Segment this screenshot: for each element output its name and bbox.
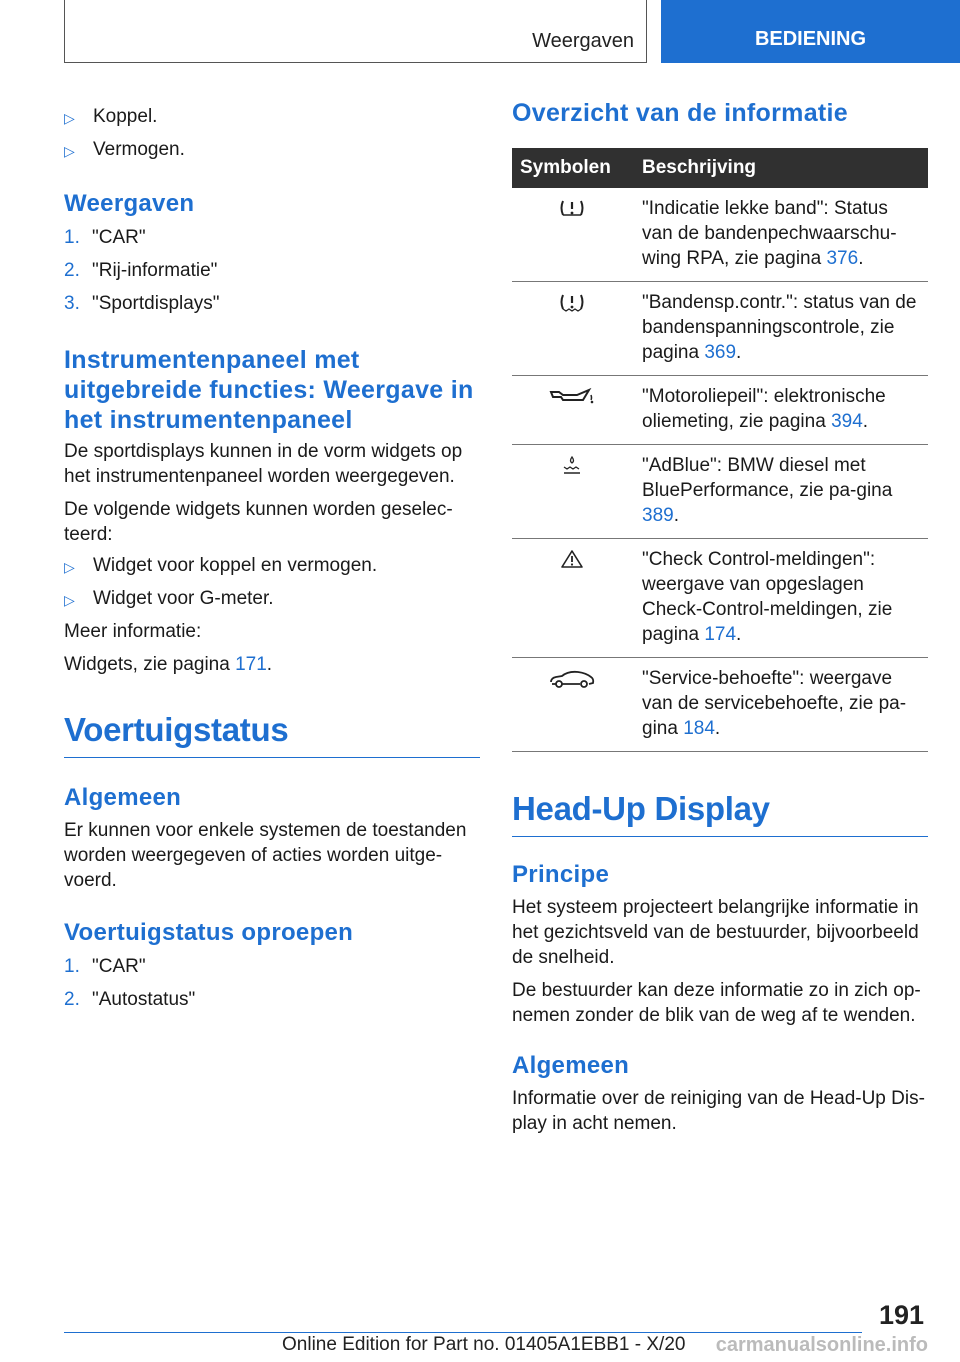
hud-heading: Head-Up Display: [512, 790, 928, 837]
header-section-title: Weergaven: [532, 30, 634, 52]
triangle-bullet-icon: ▷: [64, 592, 75, 608]
oil-can-icon: [549, 386, 595, 406]
page-link[interactable]: 184: [683, 718, 715, 739]
more-info-label: Meer informatie:: [64, 621, 202, 642]
step-item: 1. "CAR": [64, 227, 146, 248]
table-row: "Bandensp.contr.": status van de bandenspanningscontrole, zie pagina 369.: [512, 282, 928, 376]
adblue-icon: [561, 455, 583, 475]
instrument-heading: Instrumentenpaneel met uitgebreide functies: Weergave in het instrumentenpaneel: [64, 346, 474, 434]
instrument-paragraph: De sportdisplays kunnen in de vorm widgets op het instrumentenpaneel worden weergegeven.: [64, 441, 463, 487]
footer-divider: [64, 1332, 862, 1333]
page-link[interactable]: 389: [642, 505, 674, 526]
list-item: ▷ Koppel.: [64, 104, 480, 131]
list-item: ▷ Vermogen.: [64, 137, 480, 164]
step-item: 1. "CAR": [64, 956, 146, 977]
step-item: 2. "Rij-informatie": [64, 260, 218, 281]
table-row: "Service-behoefte": weergave van de servicebehoefte, zie pa-gina 184.: [512, 658, 928, 752]
weergaven-steps: [64, 225, 480, 317]
principe-paragraph: De bestuurder kan deze informatie zo in zich op-nemen zonder de blik van de weg af te wenden.: [512, 980, 921, 1026]
triangle-bullet-icon: ▷: [64, 143, 75, 159]
list-item: ▷ Widget voor koppel en vermogen.: [64, 553, 480, 580]
oproepen-steps: [64, 954, 480, 1013]
widgets-reference: Widgets, zie pagina 171.: [64, 654, 273, 675]
info-table: [512, 148, 928, 752]
weergaven-heading: Weergaven: [64, 190, 195, 217]
principe-paragraph: Het systeem projecteert belangrijke informatie in het gezichtsveld van de bestuurder, bijvoorbeeld de snelheid.: [512, 897, 919, 968]
table-header-row: [512, 148, 928, 188]
page-link[interactable]: 394: [831, 411, 863, 432]
oproepen-heading: Voertuigstatus oproepen: [64, 919, 354, 946]
overview-heading: Overzicht van de informatie: [512, 99, 848, 127]
step-item: 3. "Sportdisplays": [64, 293, 220, 314]
page-link[interactable]: 171: [235, 654, 267, 675]
page-link[interactable]: 174: [704, 624, 737, 645]
table-row: "Check Control-meldingen": weergave van opgeslagen Check-Control-meldingen, zie pagina 174.: [512, 539, 928, 658]
instrument-paragraph: De volgende widgets kunnen worden geselec-teerd:: [64, 499, 453, 545]
table-row: "Motoroliepeil": elektronische oliemeting, zie pagina 394.: [512, 376, 928, 445]
col-description-header: Beschrijving: [634, 148, 928, 188]
widget-list: [64, 553, 480, 613]
table-row: "Indicatie lekke band": Status van de bandenpechwaarschu-wing RPA, zie pagina 376.: [512, 188, 928, 282]
step-item: 2. "Autostatus": [64, 989, 196, 1010]
tire-pressure-icon: [558, 292, 586, 312]
principe-heading: Principe: [512, 861, 610, 888]
watermark: carmanualsonline.info: [715, 1334, 928, 1356]
algemeen-heading: Algemeen: [512, 1052, 630, 1079]
algemeen-paragraph: Informatie over de reiniging van de Head-Up Dis-play in acht nemen.: [512, 1088, 925, 1134]
tire-warning-icon: [558, 198, 586, 218]
list-item: ▷ Widget voor G-meter.: [64, 586, 480, 613]
right-column: [512, 98, 928, 1136]
col-symbols-header: Symbolen: [512, 148, 634, 188]
header-left-box: [64, 0, 647, 63]
left-column: [64, 98, 480, 1020]
triangle-bullet-icon: ▷: [64, 110, 75, 126]
service-car-icon: [548, 668, 596, 690]
algemeen-heading: Algemeen: [64, 784, 182, 811]
triangle-bullet-icon: ▷: [64, 559, 75, 575]
voertuigstatus-heading: Voertuigstatus: [64, 711, 480, 758]
warning-triangle-icon: [560, 549, 584, 569]
header-chapter-tab: BEDIENING: [661, 0, 960, 63]
page-link[interactable]: 376: [826, 248, 859, 269]
page-link[interactable]: 369: [704, 342, 737, 363]
edition-text: Online Edition for Part no. 01405A1EBB1 - X/20: [282, 1334, 686, 1355]
algemeen-paragraph: Er kunnen voor enkele systemen de toestanden worden weergegeven of acties worden uitge-voerd.: [64, 820, 467, 891]
page-number: 191: [878, 1300, 924, 1330]
table-row: "AdBlue": BMW diesel met BluePerformance, zie pa-gina 389.: [512, 445, 928, 539]
